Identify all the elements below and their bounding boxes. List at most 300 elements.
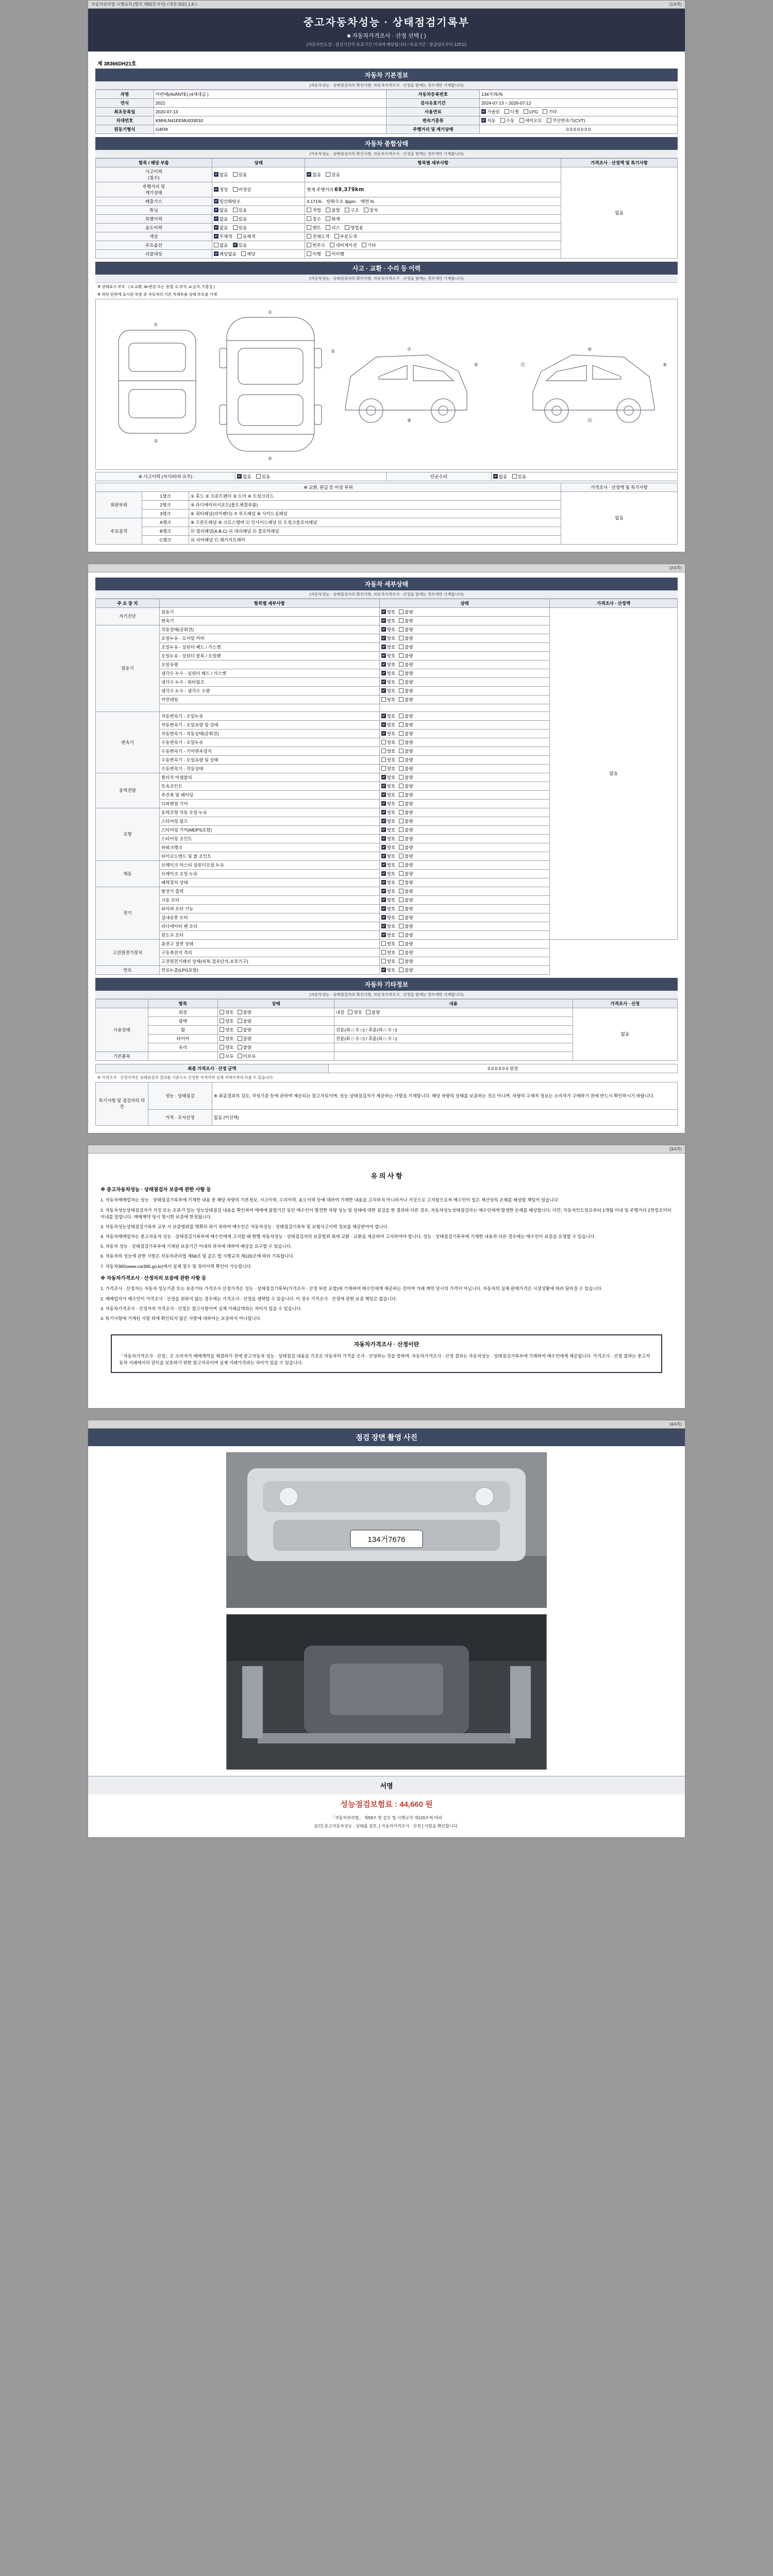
sheet-3 <box>88 1145 685 1409</box>
state-exterior <box>218 1008 334 1016</box>
section-accident-header: 사고 · 교환 · 수리 등 이력 <box>95 262 678 275</box>
state-mt-gear <box>379 747 549 755</box>
recall-na[interactable]: 해당없음 <box>214 251 237 257</box>
sheet-2 <box>88 564 685 1133</box>
simple-yes[interactable]: 있음 <box>512 473 526 480</box>
value-transmission-options <box>480 116 678 125</box>
item-wheel: 휠 <box>148 1025 217 1034</box>
item-battery-isolation: 구동축전지 격리 <box>159 948 379 957</box>
state-glass <box>218 1043 334 1052</box>
chk-nothave[interactable]: 미보유 <box>238 1053 256 1059</box>
chk-good[interactable]: 양호 <box>381 871 395 877</box>
section-other-sub: (자동차성능 · 상태점검자의 확인사항, 자동차가격조사 · 산정을 함께는 경우에만 기재합니다) <box>95 991 678 999</box>
notice-item-7: 7. 자동차365(www.car365.go.kr)에서 실제 침수 및 정비이력 확인이 가능합니다. <box>100 1263 253 1269</box>
parts-price-value: 없음 <box>561 492 678 544</box>
row-label-usage: 용도이력 <box>96 224 212 232</box>
state-propeller <box>379 790 549 799</box>
chk-bad[interactable]: 불량 <box>399 662 413 668</box>
notice-section <box>95 1159 678 1328</box>
state-fuel-leak <box>379 965 549 974</box>
chk-bad[interactable]: 불량 <box>399 827 413 833</box>
recall-yes[interactable]: 해당 <box>241 251 255 257</box>
chk-good[interactable]: 양호 <box>381 748 395 754</box>
chk-good[interactable]: 양호 <box>381 626 395 633</box>
chk-good[interactable]: 양호 <box>220 1009 233 1015</box>
chk-bad[interactable]: 불량 <box>399 713 413 719</box>
chk-bad[interactable]: 불량 <box>399 757 413 763</box>
license-plate-text: 134거7676 <box>367 1535 406 1544</box>
item-basic <box>148 1052 217 1060</box>
chk-good[interactable]: 양호 <box>220 1036 233 1042</box>
chk-good[interactable]: 양호 <box>381 941 395 947</box>
notice-h1: ※ 중고자동차성능 · 상태점검자 보증에 관한 사항 등 <box>100 1187 211 1193</box>
item-wiper-motor: 와이퍼 모터 기능 <box>159 904 379 913</box>
price-definition-title: 자동차가격조사 · 산정이란 <box>354 1342 419 1348</box>
value-simple-repair <box>491 472 677 481</box>
chk-good[interactable]: 양호 <box>381 897 395 903</box>
tuning-legal[interactable]: 적법 <box>307 207 321 213</box>
row-label-emission: 배출가스 <box>96 197 212 206</box>
emission-smoke-value: % <box>370 199 375 204</box>
state-oil-rocker <box>379 634 549 642</box>
state-ps-leak <box>379 808 549 817</box>
chk-bad[interactable]: 불량 <box>399 783 413 789</box>
state-clutch <box>379 773 549 782</box>
section-other-header: 자동차 기타정보 <box>95 978 678 991</box>
state-mt-operation <box>379 764 549 773</box>
acc-hist-none[interactable]: 없음 <box>237 473 251 480</box>
chk-bad[interactable]: 불량 <box>399 626 413 633</box>
fuel-opt-diesel[interactable]: 디젤 <box>505 109 518 115</box>
chk-good[interactable]: 양호 <box>381 722 395 728</box>
color-achromatic[interactable]: 무채색 <box>214 233 232 240</box>
other-info-table <box>95 999 678 1061</box>
state-alternator <box>379 887 549 895</box>
rank-b-items: ⑬ 필러패널(A,B,C) ⑭ 대쉬패널 ⑮ 플로어패널 <box>189 527 561 535</box>
item-oil-level: 오일유량 <box>159 660 379 669</box>
chk-bad[interactable]: 불량 <box>238 1009 251 1015</box>
recall-notdone[interactable]: 미이행 <box>326 251 344 257</box>
item-oil-block: 오일누유 - 실린더 블록 / 오일팬 <box>159 651 379 660</box>
row-detail-emission <box>305 197 561 206</box>
state-idle <box>379 625 549 634</box>
svg-text:⑫: ⑫ <box>587 417 593 423</box>
chk-bad[interactable]: 불량 <box>238 1044 251 1050</box>
table-row <box>96 90 678 99</box>
table-row <box>96 607 678 616</box>
document-subnote: (자동차인도일 : 점검기간의 유효기간 이내에 해당됩니다 / 유효기간 : 발급일로부터 120일) <box>306 42 467 47</box>
section-detail-sub: (자동차성능 · 상태점검자의 확인사항, 자동차가격조사 · 산정을 함께는 경우에만 기재합니다) <box>95 590 678 599</box>
chk-bad[interactable]: 불량 <box>399 635 413 641</box>
chk-good[interactable]: 양호 <box>381 914 395 921</box>
group-frame: 주요골격 <box>96 518 142 544</box>
chk-good[interactable]: 양호 <box>381 827 395 833</box>
item-idle: 작동상태(공회전) <box>159 625 379 634</box>
chk-bad[interactable]: 불량 <box>399 853 413 859</box>
value-inspection-period: 2024-07-13 ~ 2026-07-12 <box>480 99 678 108</box>
state-charge-port <box>379 939 549 948</box>
item-coolant-qty: 냉각수 누수 - 냉각수 수량 <box>159 686 379 695</box>
fuel-opt-lpg[interactable]: LPG <box>524 109 538 114</box>
chk-good[interactable]: 양호 <box>381 618 395 624</box>
row-label-special: 특별이력 <box>96 215 212 224</box>
value-plate-no: 134거7676 <box>480 90 678 99</box>
state-basic <box>218 1052 334 1060</box>
svg-text:⑥: ⑥ <box>474 362 479 367</box>
label-plate-no: 자동차등록번호 <box>386 90 480 99</box>
row-detail-special <box>305 215 561 224</box>
basic-info-table <box>95 90 678 134</box>
state-oil-head <box>379 642 549 651</box>
row-label-tuning: 튜닝 <box>96 206 212 215</box>
col-condition: 상태 <box>379 599 549 607</box>
svg-text:①: ① <box>268 309 273 315</box>
chk-good[interactable]: 양호 <box>381 766 395 772</box>
state-steering-joint <box>379 834 549 843</box>
col-detail-item: 항목별 세부사항 <box>159 599 379 607</box>
group-transmission: 변속기 <box>96 711 160 773</box>
usage-none[interactable]: 없음 <box>214 225 228 231</box>
notice-item-6: 6. 자동차의 성능에 관한 사항은 자동차관리법 제58조 및 같은 법 시행규칙 제120조에 따라 기록합니다. <box>100 1253 294 1259</box>
item-starter: 시동 모터 <box>159 895 379 904</box>
group-basic-items: 기본품목 <box>96 1052 148 1060</box>
item-blower-motor: 실내송풍 모터 <box>159 913 379 922</box>
svg-text:⑤: ⑤ <box>331 348 335 354</box>
trans-opt-cvt[interactable]: 무단변속기(CVT) <box>547 117 585 124</box>
svg-text:③: ③ <box>154 438 158 444</box>
parts-table <box>95 483 678 545</box>
state-battery-isolation <box>379 948 549 957</box>
chk-bad[interactable]: 불량 <box>399 844 413 851</box>
special-yes[interactable]: 있음 <box>233 216 247 222</box>
accident-none[interactable]: 없음 <box>214 172 228 178</box>
content-basic <box>334 1052 573 1060</box>
chk-bad[interactable]: 불량 <box>399 871 413 877</box>
fuel-opt-etc[interactable]: 기타 <box>543 109 557 115</box>
page-indicator-4: (4/4쪽) <box>669 1421 682 1427</box>
value-model-year: 2021 <box>154 99 386 108</box>
row-state-color <box>212 232 305 241</box>
page-indicator-1: (1/4쪽) <box>669 2 682 7</box>
item-at-idle: 자동변속기 - 작동상태(공회전) <box>159 729 379 738</box>
chk-bad[interactable]: 불량 <box>399 967 413 973</box>
simple-none[interactable]: 없음 <box>493 473 507 480</box>
item-steering-gear: 스티어링 기어(MDPS포함) <box>159 825 379 834</box>
color-chromatic[interactable]: 유채색 <box>237 233 256 240</box>
interior-good[interactable]: 양호 <box>348 1009 362 1015</box>
trans-opt-semi[interactable]: 세미오토 <box>519 117 542 124</box>
label-accident-history: ※ 사고이력 (자기/타차 유무) <box>96 472 236 481</box>
emission-hc-value: 3ppm <box>344 199 356 204</box>
chk-good[interactable]: 양호 <box>381 836 395 842</box>
rank-a-items: ⑨ 프론트패널 ⑩ 크로스멤버 ⑪ 인사이드패널 ⑫ 트렁크플로어패널 <box>189 518 561 527</box>
footer-line-2: [1인] 중고자동차성능 · 상태를 검토, [ 자동차가격조사 · 산정 ] 사항을 확인합니다. <box>314 1823 459 1828</box>
chk-bad[interactable]: 불량 <box>399 653 413 659</box>
chk-bad[interactable]: 불량 <box>399 932 413 938</box>
chk-good[interactable]: 양호 <box>381 801 395 807</box>
state-brake-oil <box>379 869 549 878</box>
group-electric: 전기 <box>96 887 160 939</box>
section-detail-header: 자동차 세부상태 <box>95 578 678 590</box>
state-tire <box>218 1034 334 1043</box>
color-full-paint[interactable]: 전체도색 <box>307 233 329 240</box>
chk-bad[interactable]: 불량 <box>399 914 413 921</box>
value-vin: KMHLN41EEMU033010 <box>154 116 386 125</box>
mileage-normal[interactable]: 정상 <box>214 187 228 193</box>
chk-bad[interactable]: 불량 <box>238 1018 251 1024</box>
item-mt-leak: 수동변속기 - 오일누유 <box>159 738 379 747</box>
label-inspection-period: 검사유효기간 <box>386 99 480 108</box>
chk-good[interactable]: 양호 <box>381 923 395 929</box>
fuel-opt-gasoline[interactable]: 가솔린 <box>481 109 500 115</box>
chk-bad[interactable]: 불량 <box>399 618 413 624</box>
rank-c: C랭크 <box>142 535 189 544</box>
inspection-insurance-fee <box>88 1794 685 1814</box>
chk-bad[interactable]: 불량 <box>399 688 413 694</box>
chk-good[interactable]: 양호 <box>381 879 395 886</box>
chk-bad[interactable]: 불량 <box>238 1036 251 1042</box>
section-overall-sub: (자동차성능 · 상태점검자의 확인사항, 자동차가격조사 · 산정을 함께는 경우에만 기재합니다) <box>95 150 678 158</box>
chk-bad[interactable]: 불량 <box>399 748 413 754</box>
chk-have[interactable]: 보유 <box>220 1053 233 1059</box>
notice-item-4: 4. 자동차매매업자는 중고자동차 성능 · 상태점검기록부에 매수인에게 고지할 때 현행 자동차성능 · 상태점검자의 보증범위 외에 교환 · 교환을 제공하여 고지하여야 합니다. 성능 · 상태점검기록부에 기재한 내용과 다른 경우에는 매수인이 보증을 요청할 수 있습니다. <box>100 1234 596 1240</box>
accident-detail-none[interactable]: 없음 <box>307 172 321 178</box>
fee-value: 44,660 원 <box>399 1800 433 1809</box>
content-polish <box>334 1016 573 1025</box>
chk-bad[interactable]: 불량 <box>399 731 413 737</box>
chk-good[interactable]: 양호 <box>381 783 395 789</box>
special-fire[interactable]: 화재 <box>326 216 340 222</box>
chk-good[interactable]: 양호 <box>381 679 395 685</box>
state-wheel <box>218 1025 334 1034</box>
label-simple-repair: 단순수리 <box>386 472 491 481</box>
item-common-rail: 커먼레일 <box>159 695 379 704</box>
page-indicator-3: (3/4쪽) <box>669 1146 682 1151</box>
chk-bad[interactable]: 불량 <box>399 879 413 886</box>
chk-bad[interactable]: 불량 <box>399 697 413 703</box>
chk-bad[interactable]: 불량 <box>399 609 413 615</box>
state-tie-rod <box>379 852 549 860</box>
row-state-accident <box>212 167 305 182</box>
item-tire: 타이어 <box>148 1034 217 1043</box>
chk-bad[interactable]: 불량 <box>399 644 413 650</box>
special-flood[interactable]: 침수 <box>307 216 321 222</box>
col-other-content: 내용 <box>334 999 573 1008</box>
chk-bad[interactable]: 불량 <box>399 722 413 728</box>
chk-bad[interactable]: 불량 <box>399 774 413 781</box>
other-price-value: 없음 <box>573 1008 677 1060</box>
interior-bad[interactable]: 불량 <box>366 1009 380 1015</box>
chk-good[interactable]: 양호 <box>381 670 395 676</box>
state-booster <box>379 878 549 887</box>
remarks-label: 특기사항 및 점검자의 의견 <box>96 1082 148 1125</box>
chk-bad[interactable]: 불량 <box>399 792 413 798</box>
state-hv-wiring <box>379 957 549 965</box>
tuning-illegal[interactable]: 불법 <box>326 207 340 213</box>
mileage-abnormal[interactable]: 비정상 <box>233 187 251 193</box>
section-basic-info-sub: (자동차성능 · 상태점검자의 확인사항, 자동차가격조사 · 산정을 함께는 경우에만 기재합니다) <box>95 81 678 90</box>
accident-detail-yes[interactable]: 있음 <box>326 172 340 178</box>
chk-bad[interactable]: 불량 <box>399 888 413 894</box>
final-price-amount: 0 0 0 0 0 0 원정 <box>328 1064 677 1073</box>
item-alternator: 발전기 출력 <box>159 887 379 895</box>
sheet1-topbar <box>88 1 685 9</box>
footer-line-1: 「자동차관리법」 제58조 및 같은 법 시행규칙 제120조에 따라 <box>330 1815 443 1820</box>
notice2-item-3: 3. 자동차가격조사 · 산정자의 가격조사 · 산정은 참고사항이며 실제 거래금액과는 차이가 있을 수 있습니다. <box>100 1306 302 1311</box>
chk-good[interactable]: 양호 <box>381 853 395 859</box>
row-state-options <box>212 241 305 250</box>
item-at-oil: 자동변속기 - 오일유량 및 상태 <box>159 720 379 729</box>
svg-text:⑨: ⑨ <box>663 362 667 367</box>
option-etc[interactable]: 기타 <box>362 242 376 248</box>
chk-good[interactable]: 양호 <box>381 688 395 694</box>
trans-opt-manual[interactable]: 수동 <box>500 117 514 124</box>
state-water-pump <box>379 677 549 686</box>
photo-underbody-svg <box>227 1615 546 1769</box>
chk-good[interactable]: 양호 <box>381 739 395 745</box>
sheet2-topbar <box>88 564 685 572</box>
interior-label: 내장 <box>335 1009 345 1015</box>
state-window-motor <box>379 930 549 939</box>
rank-3-items: ⑥ 쿼터패널(리어펜더) ⑦ 루프패널 ⑧ 사이드실패널 <box>189 509 561 518</box>
label-engine-type: 원동기형식 <box>96 125 154 134</box>
chk-good[interactable]: 양호 <box>381 609 395 615</box>
tuning-device[interactable]: 장치 <box>364 207 378 213</box>
item-clutch: 클러치 어셈블리 <box>159 773 379 782</box>
chk-bad[interactable]: 불량 <box>399 958 413 964</box>
state-cool-head <box>379 669 549 677</box>
notice2-item-2: 2. 매매업자가 매수인이 가격조사 · 산정을 원하지 않는 경우에는 가격조사 · 산정을 생략할 수 있습니다. 이 경우 가격조사 · 산정에 관한 보증 책임은 없습니다. <box>100 1296 397 1301</box>
item-polish: 광택 <box>148 1016 217 1025</box>
accident-yes[interactable]: 있음 <box>233 172 247 178</box>
document-title-band <box>88 9 685 52</box>
value-mileage-code: 0 0 0 0 0 0 0 <box>480 125 678 134</box>
state-at-idle <box>379 729 549 738</box>
group-fuel: 연료 <box>96 965 160 974</box>
row-state-emission <box>212 197 305 206</box>
emission-co-value: 0.171% <box>307 199 322 204</box>
chk-good[interactable]: 양호 <box>381 792 395 798</box>
special-none[interactable]: 없음 <box>214 216 228 222</box>
chk-bad[interactable]: 불량 <box>399 766 413 772</box>
chk-good[interactable]: 양호 <box>381 950 395 956</box>
usage-yes[interactable]: 있음 <box>233 225 247 231</box>
item-master-cyl: 브레이크 마스터 실린더오일 누유 <box>159 860 379 869</box>
usage-rent[interactable]: 렌트 <box>307 225 321 231</box>
state-common-rail <box>379 695 549 704</box>
acc-hist-yes[interactable]: 있음 <box>256 473 270 480</box>
chk-bad[interactable]: 불량 <box>399 941 413 947</box>
chk-bad[interactable]: 불량 <box>399 950 413 956</box>
chk-good[interactable]: 양호 <box>381 662 395 668</box>
chk-good[interactable]: 양호 <box>220 1018 233 1024</box>
chk-good[interactable]: 양호 <box>381 958 395 964</box>
chk-good[interactable]: 양호 <box>381 888 395 894</box>
chk-bad[interactable]: 불량 <box>399 906 413 912</box>
notice2-item-1: 1. 가격조사 · 산정자는 자동차 성능기준 또는 보증기타 가격조사 산정가격은 성능 · 상태점검기록부(가격조사 · 산정 부분 포함)에 기재하여 매수인에게 제공하는 것이며 거래 계약 당시의 가격이 아닙니다. 자동차의 실제 판매가격은 시장상황에 따라 달라질 수 있습니다. <box>100 1286 603 1292</box>
chk-good[interactable]: 양호 <box>381 713 395 719</box>
recall-done[interactable]: 이행 <box>307 251 321 257</box>
color-partial-paint[interactable]: 부분도색 <box>334 233 357 240</box>
label-first-reg-date: 최초등록일 <box>96 108 154 116</box>
tuning-structure[interactable]: 구조 <box>345 207 359 213</box>
chk-good[interactable]: 양호 <box>381 644 395 650</box>
chk-good[interactable]: 양호 <box>381 818 395 824</box>
chk-bad[interactable]: 불량 <box>399 679 413 685</box>
chk-bad[interactable]: 불량 <box>399 809 413 816</box>
table-row <box>96 965 678 974</box>
chk-good[interactable]: 양호 <box>381 635 395 641</box>
tuning-yes[interactable]: 있음 <box>233 207 247 213</box>
row-detail-recall <box>305 250 561 259</box>
chk-good[interactable]: 양호 <box>381 731 395 737</box>
chk-bad[interactable]: 불량 <box>399 801 413 807</box>
item-power-crank: 파워크랭크 <box>159 843 379 852</box>
label-mileage-meter: 주행거리 및 계기상태 <box>386 125 480 134</box>
chk-bad[interactable]: 불량 <box>238 1027 251 1033</box>
item-mt-operation: 수동변속기 - 작동상태 <box>159 764 379 773</box>
parts-title: ※ 교환, 판금 등 이상 부위 <box>96 483 561 492</box>
label-fuel: 사용연료 <box>386 108 480 116</box>
chk-bad[interactable]: 불량 <box>399 862 413 868</box>
options-yes[interactable]: 있음 <box>233 242 247 248</box>
chk-good[interactable]: 양호 <box>220 1044 233 1050</box>
item-steering-joint: 스티어링 조인트 <box>159 834 379 843</box>
value-engine-type: G4FM <box>154 125 386 134</box>
usage-lease[interactable]: 리스 <box>326 225 340 231</box>
usage-commercial[interactable]: 영업용 <box>345 225 363 231</box>
options-none[interactable]: 없음 <box>214 242 228 248</box>
chk-bad[interactable]: 불량 <box>399 836 413 842</box>
svg-text:②: ② <box>154 321 158 327</box>
chk-good[interactable]: 양호 <box>381 906 395 912</box>
chk-good[interactable]: 양호 <box>381 809 395 816</box>
chk-bad[interactable]: 불량 <box>399 670 413 676</box>
option-sunroof[interactable]: 썬루프 <box>307 242 325 248</box>
chk-good[interactable]: 양호 <box>381 757 395 763</box>
trans-opt-auto[interactable]: 자동 <box>481 117 495 124</box>
chk-good[interactable]: 양호 <box>381 844 395 851</box>
chk-good[interactable]: 양호 <box>381 697 395 703</box>
row-label-color: 색상 <box>96 232 212 241</box>
chk-bad[interactable]: 불량 <box>399 739 413 745</box>
chk-good[interactable]: 양호 <box>381 967 395 973</box>
item-propeller: 추진축 및 베어링 <box>159 790 379 799</box>
col-item: 항목 / 해당 부품 <box>96 159 212 167</box>
tuning-none[interactable]: 없음 <box>214 207 228 213</box>
col-price: 가격조사 · 산정액 및 특기사항 <box>561 159 678 167</box>
notice2-item-4: 4. 특기사항에 기재된 사항 외에 확인되지 않은 사항에 대하여는 보증하지 아니합니다. <box>100 1315 262 1321</box>
option-navigation[interactable]: 네비게이션 <box>330 242 357 248</box>
chk-good[interactable]: 양호 <box>220 1027 233 1033</box>
chk-bad[interactable]: 불량 <box>399 897 413 903</box>
item-cv-joint: 등속조인트 <box>159 782 379 790</box>
group-usage-state: 사용상태 <box>96 1008 148 1052</box>
chk-good[interactable]: 양호 <box>381 653 395 659</box>
state-cv-joint <box>379 782 549 790</box>
chk-good[interactable]: 양호 <box>381 932 395 938</box>
content-wheel: 전륜(좌 □ 우 □) / 후륜(좌 □ 우 □) <box>334 1025 573 1034</box>
row-state-special <box>212 215 305 224</box>
chk-good[interactable]: 양호 <box>381 774 395 781</box>
chk-good[interactable]: 양호 <box>381 862 395 868</box>
emission-co[interactable]: 일산화탄소 <box>214 198 241 205</box>
state-differential <box>379 799 549 808</box>
rank-3: 3랭크 <box>142 509 189 518</box>
chk-bad[interactable]: 불량 <box>399 923 413 929</box>
item-glass: 유리 <box>148 1043 217 1052</box>
chk-bad[interactable]: 불량 <box>399 818 413 824</box>
